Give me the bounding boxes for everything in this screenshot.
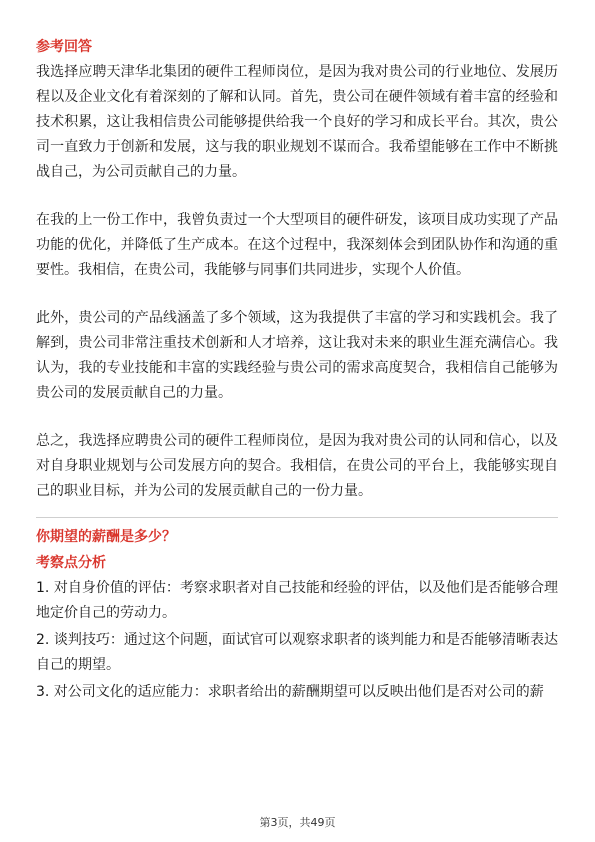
section-divider: [36, 517, 558, 518]
question-title: 你期望的薪酬是多少？: [36, 529, 176, 545]
analysis-heading: 考察点分析: [36, 555, 106, 571]
answer-paragraph-2: 在我的上一份工作中，我曾负责过一个大型项目的硬件研发，该项目成功实现了产品功能的优化，并降低了生产成本。在这个过程中，我深刻体会到团队协作和沟通的重要性。我相信，在贵公司，我能够与同事们共同进步，实现个人价值。: [36, 212, 558, 278]
analysis-point-2: 2. 谈判技巧：通过这个问题，面试官可以观察求职者的谈判能力和是否能够清晰表达自己的期望。: [36, 632, 558, 673]
analysis-point-3: 3. 对公司文化的适应能力：求职者给出的薪酬期望可以反映出他们是否对公司的薪: [36, 684, 544, 700]
page-content: [36, 38, 558, 707]
answer-paragraph-4: 总之，我选择应聘贵公司的硬件工程师岗位，是因为我对贵公司的认同和信心，以及对自身职业规划与公司发展方向的契合。我相信，在贵公司的平台上，我能够实现自己的职业目标，并为公司的发展贡献自己的一份力量。: [36, 433, 558, 499]
answer-heading: 参考回答: [36, 39, 92, 55]
page-footer: 第3页，共49页: [259, 816, 336, 829]
answer-paragraph-1: 我选择应聘天津华北集团的硬件工程师岗位，是因为我对贵公司的行业地位、发展历程以及企业文化有着深刻的了解和认同。首先，贵公司在硬件领域有着丰富的经验和技术积累，这让我相信贵公司能够提供给我一个良好的学习和成长平台。其次，贵公司一直致力于创新和发展，这与我的职业规划不谋而合。我希望能够在工作中不断挑战自己，为公司贡献自己的力量。: [36, 64, 558, 180]
analysis-point-1: 1. 对自身价值的评估：考察求职者对自己技能和经验的评估，以及他们是否能够合理地定价自己的劳动力。: [36, 580, 558, 621]
answer-paragraph-3: 此外，贵公司的产品线涵盖了多个领域，这为我提供了丰富的学习和实践机会。我了解到，贵公司非常注重技术创新和人才培养，这让我对未来的职业生涯充满信心。我认为，我的专业技能和丰富的实践经验与贵公司的需求高度契合，我相信自己能够为贵公司的发展贡献自己的力量。: [36, 310, 558, 401]
